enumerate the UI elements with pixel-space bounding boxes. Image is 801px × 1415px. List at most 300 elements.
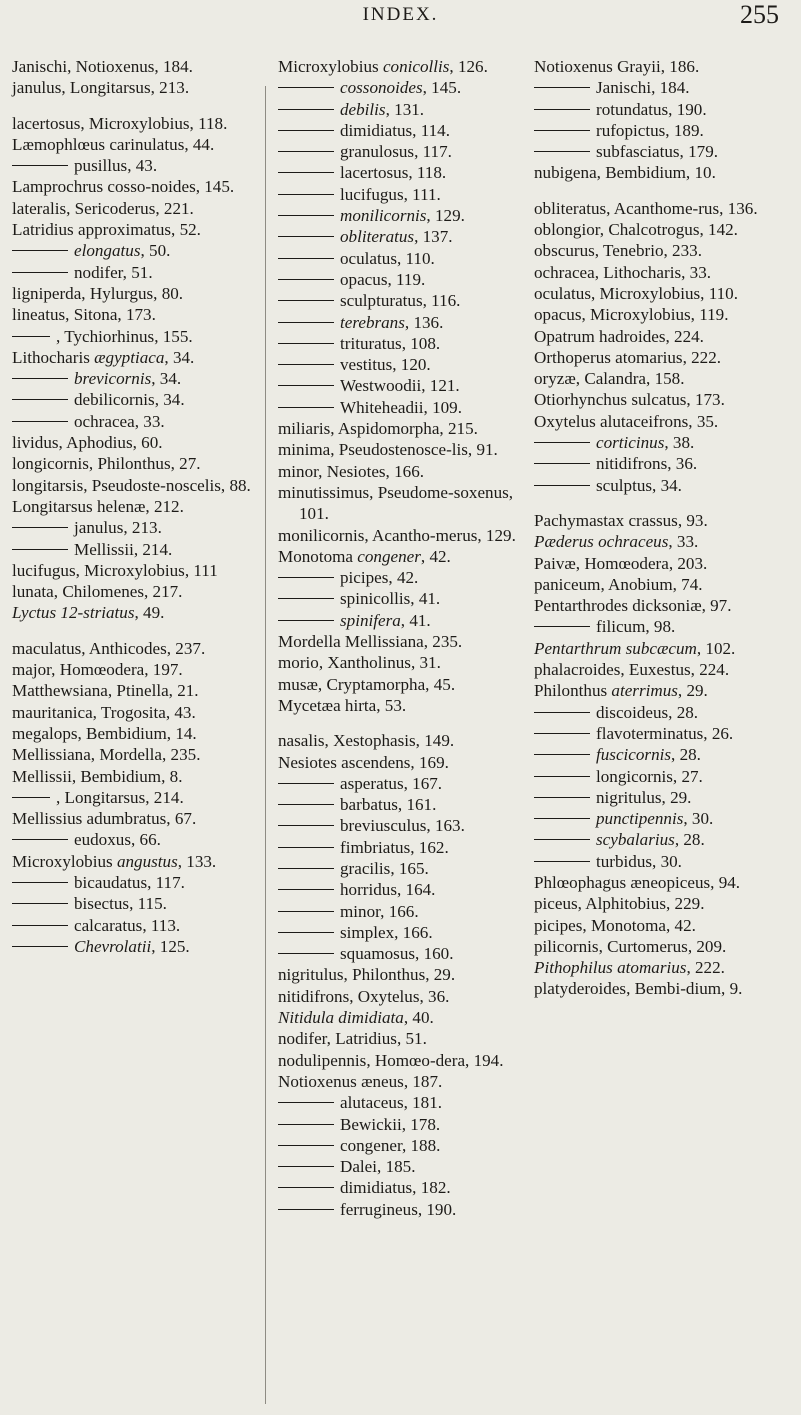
index-entry-text: vestitus, 120. [340, 355, 431, 375]
index-entry-text: scybalarius, 28. [596, 830, 705, 850]
ditto-dash [12, 336, 50, 337]
index-entry-text: Mellissii, 214. [74, 539, 173, 559]
ditto-dash [534, 797, 590, 798]
index-entry [278, 1050, 524, 1071]
index-entry-text: Phlœophagus æneopiceus, 94. [534, 872, 741, 892]
index-entry [534, 659, 786, 680]
index-entry-text: Mordella Mellissiana, 235. [278, 632, 463, 652]
index-entry-text: nitidifrons, Oxytelus, 36. [278, 986, 450, 1006]
index-entry [278, 482, 524, 525]
index-entry [278, 184, 524, 205]
index-entry-text: dimidiatus, 182. [340, 1178, 451, 1198]
index-entry-text: lucifugus, Microxylobius, 111 [12, 560, 218, 580]
index-entry [12, 702, 256, 723]
index-entry [12, 198, 256, 219]
index-entry-text: minutissimus, Pseudome-soxenus, 101. [278, 482, 514, 524]
index-entry [278, 205, 524, 226]
index-entry [278, 1135, 524, 1156]
index-entry [534, 77, 786, 98]
index-entry [12, 517, 256, 538]
index-entry [12, 77, 256, 98]
index-entry [278, 312, 524, 333]
index-entry [534, 262, 786, 283]
index-entry-text: Pentarthrum subcæcum, 102. [534, 638, 736, 658]
index-entry [278, 730, 524, 751]
index-entry-text: obliteratus, 137. [340, 227, 453, 247]
page-header [0, 0, 801, 50]
ditto-dash [278, 364, 334, 365]
index-entry-text: Orthoperus atomarius, 222. [534, 347, 722, 367]
ditto-dash [278, 407, 334, 408]
index-entry [534, 638, 786, 659]
index-entry [12, 766, 256, 787]
index-entry [278, 1156, 524, 1177]
index-entry-text: picipes, 42. [340, 568, 419, 588]
index-entry [534, 829, 786, 850]
index-entry [12, 155, 256, 176]
ditto-dash [278, 598, 334, 599]
index-entry-text: nitidifrons, 36. [596, 454, 698, 474]
index-entry-text: horridus, 164. [340, 880, 436, 900]
index-entry [12, 829, 256, 850]
index-entry-text: lucifugus, 111. [340, 184, 441, 204]
index-entry [534, 744, 786, 765]
index-entry [12, 240, 256, 261]
index-entry-text: Dalei, 185. [340, 1157, 416, 1177]
index-column-1 [12, 56, 256, 957]
index-column-3 [534, 56, 786, 1000]
index-entry-text: Mellissii, Bembidium, 8. [12, 766, 183, 786]
index-columns [0, 56, 801, 1406]
index-entry-text: lineatus, Sitona, 173. [12, 305, 156, 325]
index-entry [278, 837, 524, 858]
index-entry [534, 411, 786, 432]
ditto-dash [278, 215, 334, 216]
index-entry-text: oryzæ, Calandra, 158. [534, 369, 685, 389]
index-entry-text: lunata, Chilomenes, 217. [12, 582, 183, 602]
ditto-dash [12, 421, 68, 422]
index-entry [534, 702, 786, 723]
index-entry [534, 368, 786, 389]
index-entry-text: rotundatus, 190. [596, 99, 707, 119]
index-entry-text: nasalis, Xestophasis, 149. [278, 731, 455, 751]
index-entry [12, 453, 256, 474]
index-entry-text: lateralis, Sericoderus, 221. [12, 198, 194, 218]
index-entry-text: corticinus, 38. [596, 433, 695, 453]
index-entry-text: rufopictus, 189. [596, 120, 704, 140]
index-entry [534, 574, 786, 595]
index-entry [534, 141, 786, 162]
index-entry [12, 411, 256, 432]
index-entry-text: maculatus, Anthicodes, 237. [12, 638, 206, 658]
index-entry [278, 546, 524, 567]
index-entry [12, 496, 256, 517]
index-entry-text: dimidiatus, 114. [340, 120, 450, 140]
ditto-dash [12, 946, 68, 947]
ditto-dash [278, 868, 334, 869]
ditto-dash [278, 783, 334, 784]
index-entry-text: phalacroides, Euxestus, 224. [534, 660, 730, 680]
ditto-dash [278, 1102, 334, 1103]
ditto-dash [278, 1209, 334, 1210]
index-entry-text: bisectus, 115. [74, 894, 167, 914]
running-head: INDEX. [362, 4, 439, 25]
index-entry-text: ochracea, Lithocharis, 33. [534, 262, 712, 282]
index-entry-text: Mellissius adumbratus, 67. [12, 809, 197, 829]
index-entry-text: lacertosus, Microxylobius, 118. [12, 113, 228, 133]
ditto-dash [278, 194, 334, 195]
index-entry-text: Monotoma congener, 42. [278, 546, 451, 566]
index-entry-text: oculatus, Microxylobius, 110. [534, 283, 738, 303]
index-entry [278, 964, 524, 985]
ditto-dash [278, 911, 334, 912]
index-entry-text: flavoterminatus, 26. [596, 723, 734, 743]
ditto-dash [278, 1124, 334, 1125]
index-entry [534, 198, 786, 219]
index-entry [534, 957, 786, 978]
index-entry [12, 915, 256, 936]
index-entry [12, 56, 256, 77]
ditto-dash [278, 1187, 334, 1188]
index-entry [278, 674, 524, 695]
index-entry-text: Læmophlœus carinulatus, 44. [12, 134, 215, 154]
index-entry [278, 858, 524, 879]
index-entry-text: Matthewsiana, Ptinella, 21. [12, 681, 199, 701]
index-entry [534, 978, 786, 999]
index-entry [12, 872, 256, 893]
index-entry [534, 162, 786, 183]
ditto-dash [12, 549, 68, 550]
index-entry [278, 652, 524, 673]
index-entry [534, 389, 786, 410]
index-entry [534, 99, 786, 120]
index-entry [12, 219, 256, 240]
ditto-dash [278, 343, 334, 344]
index-entry-text: longicornis, Philonthus, 27. [12, 454, 201, 474]
index-entry [534, 872, 786, 893]
index-entry-text: major, Homœodera, 197. [12, 660, 183, 680]
index-entry [278, 588, 524, 609]
index-entry [278, 162, 524, 183]
index-entry [534, 347, 786, 368]
index-entry-text: opacus, Microxylobius, 119. [534, 305, 729, 325]
index-entry [12, 326, 256, 347]
index-entry-text: Pentarthrodes dicksoniæ, 97. [534, 596, 732, 616]
ditto-dash [278, 279, 334, 280]
ditto-dash [278, 953, 334, 954]
index-entry-text: punctipennis, 30. [596, 809, 714, 829]
ditto-dash [278, 385, 334, 386]
index-entry [534, 510, 786, 531]
index-entry-text: longicornis, 27. [596, 766, 703, 786]
index-entry [278, 1071, 524, 1092]
index-entry-text: Latridius approximatus, 52. [12, 220, 201, 240]
index-entry-text: paniceum, Anobium, 74. [534, 574, 703, 594]
index-entry [278, 610, 524, 631]
index-entry [278, 120, 524, 141]
ditto-dash [534, 151, 590, 152]
index-entry-text: mauritanica, Trogosita, 43. [12, 702, 196, 722]
index-entry-text: Nitidula dimidiata, 40. [278, 1008, 434, 1028]
index-entry [278, 56, 524, 77]
index-entry-text: subfasciatus, 179. [596, 142, 719, 162]
index-entry [278, 99, 524, 120]
index-entry [278, 1028, 524, 1049]
ditto-dash [278, 109, 334, 110]
index-entry [278, 815, 524, 836]
ditto-dash [12, 378, 68, 379]
index-entry-text: Paivæ, Homœodera, 203. [534, 553, 708, 573]
index-entry [12, 787, 256, 808]
ditto-dash [278, 172, 334, 173]
ditto-dash [278, 258, 334, 259]
ditto-dash [278, 1145, 334, 1146]
ditto-dash [12, 903, 68, 904]
ditto-dash [534, 87, 590, 88]
index-entry-text: Pachymastax crassus, 93. [534, 510, 708, 530]
index-entry-text: ligniperda, Hylurgus, 80. [12, 283, 184, 303]
index-entry [278, 879, 524, 900]
index-entry-text: fuscicornis, 28. [596, 745, 701, 765]
ditto-dash [278, 130, 334, 131]
index-entry-text: Microxylobius angustus, 133. [12, 851, 217, 871]
index-entry [278, 922, 524, 943]
index-entry [12, 638, 256, 659]
ditto-dash [534, 861, 590, 862]
index-entry [278, 418, 524, 439]
ditto-dash [12, 925, 68, 926]
ditto-dash [12, 250, 68, 251]
index-entry [278, 333, 524, 354]
ditto-dash [12, 399, 68, 400]
index-entry [12, 808, 256, 829]
index-entry-text: megalops, Bembidium, 14. [12, 723, 197, 743]
index-entry-text: squamosus, 160. [340, 944, 454, 964]
column-divider [265, 86, 266, 1404]
index-entry [12, 602, 256, 623]
index-entry-text: Lyctus 12-striatus, 49. [12, 603, 165, 623]
index-entry [12, 723, 256, 744]
index-entry-text: minor, Nesiotes, 166. [278, 461, 425, 481]
ditto-dash [278, 87, 334, 88]
index-column-2 [278, 56, 524, 1220]
index-entry-text: Janischi, 184. [596, 78, 690, 98]
index-entry-text: sculpturatus, 116. [340, 291, 461, 311]
index-entry-text: simplex, 166. [340, 922, 433, 942]
index-entry [534, 475, 786, 496]
index-entry-text: monilicornis, Acantho-merus, 129. [278, 525, 516, 545]
index-entry [278, 439, 524, 460]
index-entry-text: debilicornis, 34. [74, 390, 185, 410]
index-entry-text: turbidus, 30. [596, 851, 682, 871]
index-entry [278, 290, 524, 311]
index-entry [278, 1177, 524, 1198]
index-entry-text: Pæderus ochraceus, 33. [534, 532, 699, 552]
ditto-dash [534, 733, 590, 734]
index-entry-text: filicum, 98. [596, 617, 676, 637]
index-entry [534, 787, 786, 808]
index-entry-text: Westwoodii, 121. [340, 376, 460, 396]
index-entry [278, 986, 524, 1007]
index-entry [12, 851, 256, 872]
index-entry-text: discoideus, 28. [596, 702, 699, 722]
index-entry [278, 248, 524, 269]
index-entry-text: , Longitarsus, 214. [56, 787, 184, 807]
index-entry [278, 695, 524, 716]
ditto-dash [278, 620, 334, 621]
index-entry [534, 595, 786, 616]
ditto-dash [534, 626, 590, 627]
ditto-dash [278, 847, 334, 848]
index-entry-text: pusillus, 43. [74, 156, 158, 176]
index-entry-text: oblongior, Chalcotrogus, 142. [534, 220, 738, 240]
index-entry [12, 176, 256, 197]
index-entry [12, 893, 256, 914]
index-entry-text: longitarsis, Pseudoste-noscelis, 88. [12, 475, 251, 495]
ditto-dash [278, 151, 334, 152]
index-entry-text: lividus, Aphodius, 60. [12, 433, 163, 453]
index-entry-text: Chevrolatii, 125. [74, 936, 190, 956]
index-entry-text: brevicornis, 34. [74, 369, 182, 389]
index-entry-text: Microxylobius conicollis, 126. [278, 57, 488, 76]
index-entry [12, 936, 256, 957]
index-entry-text: sculptus, 34. [596, 475, 682, 495]
ditto-dash [534, 839, 590, 840]
index-entry [534, 283, 786, 304]
index-entry-text: Janischi, Notioxenus, 184. [12, 57, 193, 76]
index-entry [12, 347, 256, 368]
index-entry [278, 752, 524, 773]
index-entry-text: obliteratus, Acanthome-rus, 136. [534, 198, 758, 218]
index-entry-text: Notioxenus Grayii, 186. [534, 57, 700, 76]
ditto-dash [534, 818, 590, 819]
index-entry [12, 389, 256, 410]
ditto-dash [278, 804, 334, 805]
index-entry [278, 226, 524, 247]
index-entry [278, 943, 524, 964]
index-entry-text: Pithophilus atomarius, 222. [534, 958, 725, 978]
index-entry [278, 269, 524, 290]
index-entry [278, 901, 524, 922]
index-entry-text: cossonoides, 145. [340, 78, 462, 98]
index-entry-text: oculatus, 110. [340, 248, 435, 268]
index-entry [534, 553, 786, 574]
index-entry [278, 1199, 524, 1220]
index-entry [534, 326, 786, 347]
ditto-dash [534, 109, 590, 110]
index-entry-text: nodifer, 51. [74, 262, 153, 282]
index-entry-text: spinicollis, 41. [340, 589, 441, 609]
index-entry [278, 567, 524, 588]
ditto-dash [278, 889, 334, 890]
index-entry [12, 659, 256, 680]
index-entry-text: congener, 188. [340, 1135, 441, 1155]
index-entry-text: Otiorhynchus sulcatus, 173. [534, 390, 725, 410]
index-entry [12, 539, 256, 560]
index-entry-text: Opatrum hadroides, 224. [534, 326, 704, 346]
index-entry-text: janulus, Longitarsus, 213. [12, 78, 190, 98]
index-entry [534, 936, 786, 957]
index-entry [534, 766, 786, 787]
index-entry [534, 453, 786, 474]
index-entry [278, 77, 524, 98]
index-entry [12, 113, 256, 134]
index-entry-text: minima, Pseudostenosce-lis, 91. [278, 440, 498, 460]
index-entry-text: miliaris, Aspidomorpha, 215. [278, 419, 478, 439]
index-entry-text: Philonthus aterrimus, 29. [534, 681, 708, 701]
index-entry-text: monilicornis, 129. [340, 206, 465, 226]
ditto-dash [534, 776, 590, 777]
ditto-dash [278, 577, 334, 578]
index-entry [12, 581, 256, 602]
index-entry-text: calcaratus, 113. [74, 915, 181, 935]
index-entry-text: trituratus, 108. [340, 333, 441, 353]
index-entry [278, 397, 524, 418]
ditto-dash [278, 1166, 334, 1167]
ditto-dash [278, 825, 334, 826]
index-entry [278, 1114, 524, 1135]
index-entry [278, 1092, 524, 1113]
index-entry-text: nodulipennis, Homœo-dera, 194. [278, 1050, 504, 1070]
ditto-dash [12, 797, 50, 798]
index-entry [278, 375, 524, 396]
index-entry [12, 134, 256, 155]
index-entry [534, 56, 786, 77]
index-entry [278, 773, 524, 794]
index-entry-text: ferrugineus, 190. [340, 1199, 457, 1219]
index-entry-text: pilicornis, Curtomerus, 209. [534, 936, 727, 956]
ditto-dash [12, 882, 68, 883]
index-entry [12, 680, 256, 701]
index-entry [534, 304, 786, 325]
index-entry [12, 432, 256, 453]
index-entry [278, 794, 524, 815]
index-entry [12, 283, 256, 304]
index-entry [278, 354, 524, 375]
ditto-dash [534, 712, 590, 713]
index-entry-text: debilis, 131. [340, 99, 425, 119]
index-entry-text: Lithocharis ægyptiaca, 34. [12, 347, 195, 367]
index-entry [12, 560, 256, 581]
index-entry [534, 915, 786, 936]
index-entry-text: eudoxus, 66. [74, 830, 161, 850]
ditto-dash [534, 754, 590, 755]
ditto-dash [278, 322, 334, 323]
index-entry [534, 120, 786, 141]
index-entry [534, 432, 786, 453]
index-entry-text: lacertosus, 118. [340, 163, 447, 183]
index-entry-text: nigritulus, Philonthus, 29. [278, 965, 456, 985]
index-entry-text: granulosus, 117. [340, 142, 452, 162]
index-entry [278, 461, 524, 482]
index-entry [534, 219, 786, 240]
ditto-dash [534, 485, 590, 486]
index-entry-text: elongatus, 50. [74, 241, 171, 261]
ditto-dash [278, 300, 334, 301]
index-entry-text: Longitarsus helenæ, 212. [12, 496, 184, 516]
index-entry-text: Nesiotes ascendens, 169. [278, 752, 449, 772]
index-entry-text: Oxytelus alutaceifrons, 35. [534, 411, 719, 431]
index-entry-text: fimbriatus, 162. [340, 837, 449, 857]
index-entry [534, 531, 786, 552]
index-entry [534, 808, 786, 829]
index-entry [534, 616, 786, 637]
index-entry [278, 1007, 524, 1028]
index-entry-text: Mycetæa hirta, 53. [278, 695, 407, 715]
index-entry [278, 525, 524, 546]
index-entry-text: morio, Xantholinus, 31. [278, 653, 441, 673]
ditto-dash [12, 839, 68, 840]
